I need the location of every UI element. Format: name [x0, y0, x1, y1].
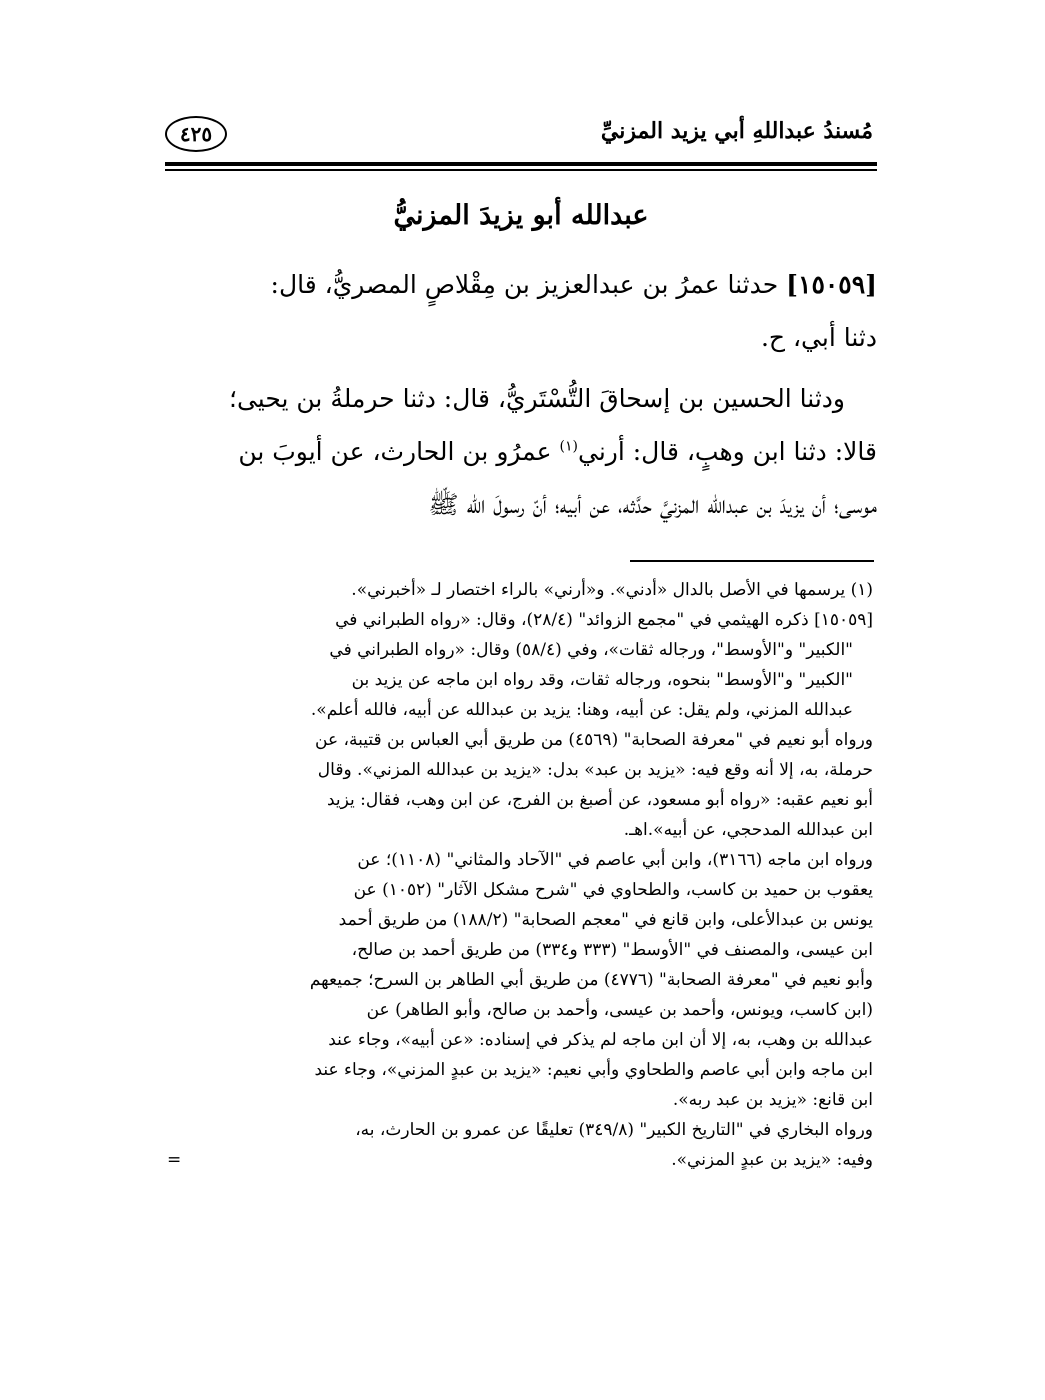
hadith-paragraph-1 — [167, 258, 877, 364]
commentary-line: ابن ماجه وابن أبي عاصم والطحاوي وأبي نعيم: «يزيد بن عبدٍ المزني»، وجاء عند — [314, 1060, 873, 1080]
page-number-badge — [165, 116, 227, 152]
page-number: ٤٢٥ — [179, 122, 213, 146]
commentary-line: عبدالله المزني، ولم يقل: عن أبيه، وهنا: يزيد بن عبدالله عن أبيه، فالله أعلم». — [310, 700, 853, 720]
commentary-line: يونس بن عبدالأعلى، وابن قانع في "معجم الصحابة" (١٨٨/٢) من طريق أحمد — [338, 910, 873, 930]
section-title: عبدالله أبو يزيدَ المزنيُّ — [393, 200, 649, 231]
hadith-line-5: موسى؛ أن يزيدَ بن عبدالله المزنيَّ حدَّثه، عن أبيه؛ أنّ رسولَ الله ﷺ — [428, 490, 877, 519]
commentary-first-line — [167, 605, 873, 635]
commentary-line: ابن قانع: «يزيد بن عبد ربه». — [672, 1090, 873, 1110]
commentary-last-line — [167, 1145, 873, 1175]
commentary-line: (ابن كاسب، ويونس، وأحمد بن عيسى، وأحمد بن صالح، وأبو الطاهر) عن — [366, 1000, 873, 1020]
hadith-text-1: حدثنا عمرُ بن عبدالعزيز بن مِقْلاصٍ المصريُّ، قال: — [270, 270, 779, 299]
header-rule-thick — [165, 162, 877, 166]
hadith-line-4-end: عمرُو بن الحارث، عن أيوبَ بن — [238, 437, 552, 466]
commentary-line: ابن عبدالله المدحجي، عن أبيه».اهـ. — [623, 820, 873, 840]
commentary-line: ابن عيسى، والمصنف في "الأوسط" (٣٣٣ و٣٣٤) من طريق أحمد بن صالح، — [351, 940, 873, 960]
commentary-line: ورواه البخاري في "التاريخ الكبير" (٣٤٩/٨) تعليقًا عن عمرو بن الحارث، به، — [355, 1120, 873, 1140]
commentary-line: "الكبير" و"الأوسط"، ورجاله ثقات»، وفي (٥٨/٤) وقال: «رواه الطبراني في — [329, 640, 853, 660]
footnote-1: (١) يرسمها في الأصل بالدال «أدني». و«أرني» بالراء اختصار لـ «أخبرني». — [351, 580, 873, 600]
commentary-line: "الكبير" و"الأوسط" بنحوه، ورجاله ثقات، وقد رواه ابن ماجه عن يزيد بن — [351, 670, 853, 690]
commentary-line: عبدالله بن وهب، به، إلا أن ابن ماجه لم يذكر في إسناده: «عن أبيه»، وجاء عند — [328, 1030, 873, 1050]
footnote-ref-1[interactable]: (١) — [559, 438, 578, 455]
header-rule-thin — [165, 169, 877, 171]
footnotes — [167, 575, 873, 1175]
commentary-line: ورواه ابن ماجه (٣١٦٦)، وابن أبي عاصم في "الآحاد والمثاني" (١١٠٨)؛ عن — [357, 850, 873, 870]
running-title: مُسندُ عبداللهِ أبي يزيد المزنيِّ — [600, 118, 873, 144]
continuation-mark: = — [167, 1150, 182, 1170]
commentary-last-text: وفيه: «يزيد بن عبدٍ المزني». — [671, 1150, 873, 1170]
hadith-line-3: ودثنا الحسين بن إسحاقَ التُّسْتَريُّ، قال: دثنا حرملةُ بن يحيى؛ — [229, 384, 845, 413]
commentary-number: [١٥٠٥٩] — [814, 610, 873, 630]
commentary-line: يعقوب بن حميد بن كاسب، والطحاوي في "شرح مشكل الآثار" (١٠٥٢) عن — [353, 880, 873, 900]
hadith-line-4 — [167, 425, 877, 478]
hadith-line-4-start: قالا: دثنا ابن وهبٍ، قال: أرني — [577, 437, 877, 466]
commentary-line: وأبو نعيم في "معرفة الصحابة" (٤٧٧٦) من طريق أبي الطاهر بن السرح؛ جميعهم — [309, 970, 873, 990]
commentary-line: ورواه أبو نعيم في "معرفة الصحابة" (٤٥٦٩) من طريق أبي العباس بن قتيبة، عن — [315, 730, 873, 750]
hadith-line-1 — [167, 258, 877, 311]
commentary-line: أبو نعيم عقبه: «رواه أبو مسعود، عن أصبغ بن الفرج، عن ابن وهب، فقال: يزيد — [326, 790, 873, 810]
hadith-paragraph-2 — [167, 372, 877, 531]
commentary-line: حرملة، به، إلا أنه وقع فيه: «يزيد بن عبد» بدل: «يزيد بن عبدالله المزني». وقال — [317, 760, 873, 780]
hadith-line-2: دثنا أبي، ح. — [760, 323, 877, 352]
footnote-separator — [630, 560, 874, 562]
hadith-number: [١٥٠٥٩] — [786, 270, 877, 299]
commentary-text: ذكره الهيثمي في "مجمع الزوائد" (٢٨/٤)، وقال: «رواه الطبراني في — [335, 610, 809, 630]
